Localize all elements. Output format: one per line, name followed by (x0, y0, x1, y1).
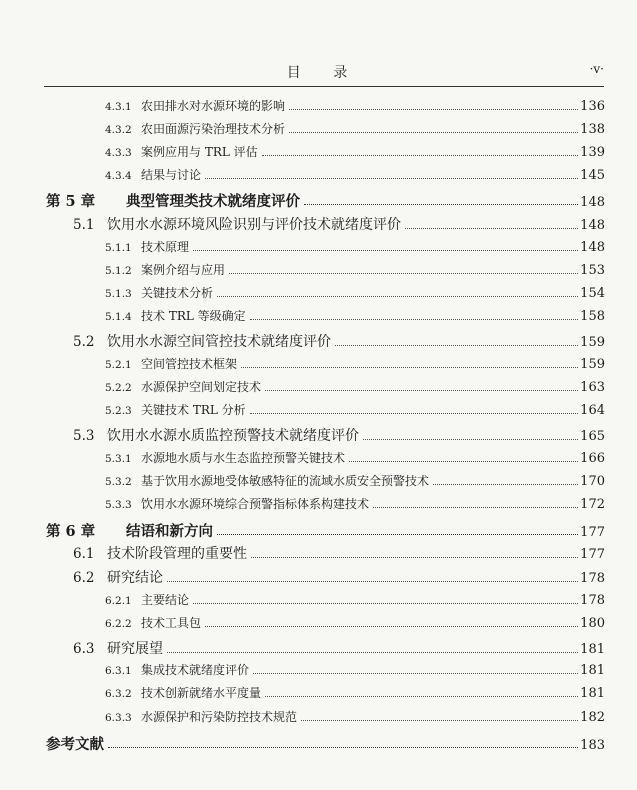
toc-entry-page: 153 (580, 263, 605, 278)
toc-entry-title: 饮用水水源环境风险识别与评价技术就绪度评价 (107, 217, 401, 233)
toc-entry-page: 172 (580, 497, 605, 512)
toc-entry[interactable] (105, 495, 605, 512)
dot-leader (304, 204, 578, 205)
dot-leader (289, 132, 578, 133)
toc-entry-number: 6.3 (73, 641, 95, 657)
toc-entry-title: 研究结论 (107, 570, 163, 586)
dot-leader (335, 345, 578, 346)
toc-entry-number: 5.3.1 (105, 453, 132, 465)
dot-leader (363, 439, 578, 440)
toc-entry[interactable] (105, 401, 605, 418)
toc-entry-title: 农田面源污染治理技术分析 (141, 122, 286, 136)
toc-entry[interactable] (105, 261, 605, 278)
toc-entry-page: 181 (580, 686, 605, 701)
toc-entry-page: 178 (580, 593, 605, 608)
toc-entry-title: 主要结论 (141, 593, 190, 607)
toc-entry-page: 177 (580, 525, 605, 540)
toc-entry-title: 案例应用与 TRL 评估 (141, 145, 258, 159)
toc-entry-number: 5.1.4 (105, 311, 132, 323)
header-divider (44, 86, 604, 87)
toc-entry-page: 180 (580, 616, 605, 631)
toc-entry[interactable] (73, 425, 605, 445)
dot-leader (289, 109, 578, 110)
toc-entry-number: 6.3.3 (105, 712, 132, 724)
toc-entry[interactable] (73, 543, 605, 563)
toc-entry-page: 148 (580, 240, 605, 255)
toc-entry-number: 5.2.1 (105, 359, 132, 371)
dot-leader (217, 296, 578, 297)
toc-entry-number: 5.2.3 (105, 405, 132, 417)
toc-entry-page: 182 (580, 710, 605, 725)
toc-entry-number: 第 6 章 (46, 523, 96, 540)
toc-entry-number: 5.2 (73, 334, 95, 350)
page-title: 目 录 (286, 65, 362, 81)
dot-leader (265, 696, 578, 697)
dot-leader (167, 581, 578, 582)
toc-entry-page: 181 (580, 642, 605, 657)
toc-entry[interactable] (105, 355, 605, 372)
toc-entry[interactable] (105, 591, 605, 608)
dot-leader (250, 413, 579, 414)
toc-entry-title: 技术阶段管理的重要性 (107, 546, 247, 562)
dot-leader (217, 534, 578, 535)
toc-entry-page: 164 (580, 403, 605, 418)
toc-entry-page: 170 (580, 474, 605, 489)
toc-entry-page: 138 (580, 122, 605, 137)
toc-entry[interactable] (105, 238, 605, 255)
toc-entry-number: 5.1.2 (105, 265, 132, 277)
toc-entry[interactable] (105, 472, 605, 489)
toc-entry-number: 4.3.4 (105, 170, 132, 182)
toc-entry[interactable] (105, 143, 605, 160)
toc-entry-number: 5.1.3 (105, 288, 132, 300)
toc-entry-title: 技术工具包 (141, 616, 202, 630)
dot-leader (241, 367, 578, 368)
dot-leader (229, 273, 578, 274)
toc-entry-page: 166 (580, 451, 605, 466)
toc-entry[interactable] (46, 733, 605, 754)
toc-entry-title: 饮用水水源环境综合预警指标体系构建技术 (141, 497, 370, 511)
toc-entry-page: 159 (580, 357, 605, 372)
toc-entry-title: 农田排水对水源环境的影响 (141, 99, 286, 113)
dot-leader (253, 673, 578, 674)
toc-entry-page: 158 (580, 309, 605, 324)
toc-entry[interactable] (105, 684, 605, 701)
toc-entry-number: 6.3.2 (105, 688, 132, 700)
toc-entry-number: 6.1 (73, 546, 95, 562)
dot-leader (250, 319, 579, 320)
toc-entry-page: 148 (580, 195, 605, 210)
toc-entry-number: 5.3.3 (105, 499, 132, 511)
toc-entry-number: 5.3 (73, 428, 95, 444)
page-number: ·v· (589, 62, 604, 76)
toc-entry-number: 5.3.2 (105, 476, 132, 488)
toc-entry-title: 集成技术就绪度评价 (141, 663, 250, 677)
toc-entry-number: 5.1.1 (105, 242, 132, 254)
dot-leader (251, 557, 578, 558)
toc-entry-page: 178 (580, 571, 605, 586)
toc-entry-number: 第 5 章 (46, 193, 96, 210)
toc-entry-title: 饮用水水源水质监控预警技术就绪度评价 (107, 428, 359, 444)
toc-entry-page: 163 (580, 380, 605, 395)
dot-leader (205, 626, 578, 627)
toc-entry-title: 关键技术 TRL 分析 (141, 403, 246, 417)
toc-entry-page: 159 (580, 335, 605, 350)
dot-leader (433, 484, 578, 485)
toc-entry-number: 6.3.1 (105, 665, 132, 677)
toc-entry-page: 177 (580, 547, 605, 562)
toc-entry-number: 4.3.1 (105, 101, 132, 113)
toc-entry[interactable] (73, 331, 605, 351)
toc-entry[interactable] (105, 120, 605, 137)
dot-leader (205, 178, 578, 179)
toc-entry-title: 饮用水水源空间管控技术就绪度评价 (107, 334, 331, 350)
toc-entry[interactable] (73, 214, 605, 234)
dot-leader (108, 747, 578, 748)
dot-leader (193, 250, 578, 251)
toc-entry-page: 183 (580, 738, 605, 753)
toc-entry[interactable] (105, 614, 605, 631)
toc-entry-title: 技术创新就绪水平度量 (141, 686, 262, 700)
toc-entry[interactable] (105, 378, 605, 395)
toc-entry-title: 空间管控技术框架 (141, 357, 238, 371)
toc-entry-title: 关键技术分析 (141, 286, 214, 300)
toc-entry-title: 结语和新方向 (126, 523, 213, 540)
toc-entry[interactable] (46, 520, 605, 541)
toc-entry-number: 6.2 (73, 570, 95, 586)
toc-entry-page: 148 (580, 218, 605, 233)
toc-entry-page: 136 (580, 99, 605, 114)
dot-leader (349, 461, 578, 462)
toc-entry[interactable] (73, 567, 605, 587)
toc-entry-title: 水源保护和污染防控技术规范 (141, 710, 298, 724)
dot-leader (193, 603, 578, 604)
toc-entry-title: 水源地水质与水生态监控预警关键技术 (141, 451, 346, 465)
toc-entry-number: 5.2.2 (105, 382, 132, 394)
toc-entry-title: 技术 TRL 等级确定 (141, 309, 246, 323)
dot-leader (301, 720, 578, 721)
toc-entry-title: 研究展望 (107, 641, 163, 657)
toc-entry[interactable] (105, 166, 605, 183)
toc-entry-number: 6.2.1 (105, 595, 132, 607)
toc-entry[interactable] (105, 284, 605, 301)
dot-leader (262, 155, 579, 156)
page-header (44, 62, 604, 80)
dot-leader (265, 390, 578, 391)
toc-entry-title: 结果与讨论 (141, 168, 202, 182)
toc-entry-number: 4.3.2 (105, 124, 132, 136)
toc-entry-title: 技术原理 (141, 240, 190, 254)
toc-entry-title: 参考文献 (46, 736, 104, 753)
toc-entry-page: 165 (580, 429, 605, 444)
toc-entry-title: 案例介绍与应用 (141, 263, 226, 277)
toc-entry-number: 6.2.2 (105, 618, 132, 630)
toc-entry-number: 4.3.3 (105, 147, 132, 159)
toc-entry-page: 154 (580, 286, 605, 301)
dot-leader (405, 228, 578, 229)
toc-entry-page: 145 (580, 168, 605, 183)
toc-entry-page: 181 (580, 663, 605, 678)
toc-entry-title: 水源保护空间划定技术 (141, 380, 262, 394)
toc-entry-title: 典型管理类技术就绪度评价 (126, 193, 300, 210)
toc-entry-page: 139 (580, 145, 605, 160)
toc-entry[interactable] (105, 97, 605, 114)
toc-entry[interactable] (46, 190, 605, 211)
toc-entry-title: 基于饮用水源地受体敏感特征的流域水质安全预警技术 (141, 474, 430, 488)
toc-entry[interactable] (105, 307, 605, 324)
dot-leader (167, 652, 578, 653)
toc-entry-number: 5.1 (73, 217, 95, 233)
toc-entry[interactable] (105, 708, 605, 725)
toc-entry[interactable] (73, 638, 605, 658)
toc-entry[interactable] (105, 449, 605, 466)
toc-entry[interactable] (105, 661, 605, 678)
dot-leader (373, 507, 578, 508)
